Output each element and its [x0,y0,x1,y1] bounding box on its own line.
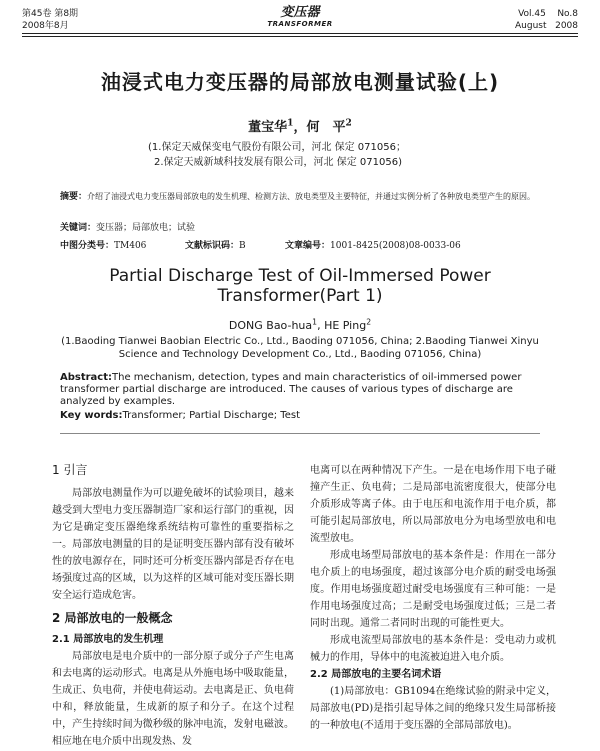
journal-issue-en [515,8,578,32]
classification-row [60,238,560,251]
section-2-heading: 2 局部放电的一般概念 [52,611,173,625]
abstract-label-cn: 摘要： [60,192,88,202]
year-en: 2008 [555,21,578,31]
author-separator-cn: ， [293,120,307,135]
abstract-text-en: The mechanism, detection, types and main characteristics of oil-immersed power transformer partial discharge are introduced. The causes of various types of discharge are analyzed by examples. [60,372,522,407]
header-rule-thick [22,33,578,34]
affiliations-cn [148,140,406,170]
section-2-1-paragraph: 局部放电是电介质中的一部分原子或分子产生电离和去电离的运动形式。电离是从外施电场中吸取能量，生成正、负电荷，并使电荷运动。去电离是正、负电荷中和，释放能量，生成新的原子和分子。在这个过程中，产生持续时间为微秒级的脉冲电流，发射电磁波。相应地在电介质中出现发热、发 [52,651,294,747]
author-separator-en: , [317,319,325,332]
right-paragraph-1: 电离可以在两种情况下产生。一是在电场作用下电子碰撞产生正、负电荷；二是局部电流密度很大，使部分电介质形成等离子体。由于电压和电流作用于电介质，都可能引起局部放电，所以局部放电分为电场型放电和电流型放电。 [310,465,556,544]
journal-date-cn: 2008年8月 [22,21,69,31]
author-2-cn: 何 平 [306,120,346,135]
keywords-text-en: Transformer; Partial Discharge; Test [122,410,301,421]
abstract-en [60,372,550,408]
keywords-label-cn: 关键词： [60,223,97,233]
journal-volume-cn: 第45卷 第8期 [22,9,79,19]
author-1-sup-cn: 1 [287,117,294,129]
affiliation-2-cn: 2.保定天威新域科技发展有限公司，河北 保定 071056) [154,157,402,168]
section-2-2-paragraph: (1)局部放电：GB1094在绝缘试验的附录中定义，局部放电(PD)是指引起导体之间的绝缘只发生局部桥接的一种放电(不适用于变压器的全部局部放电)。 [310,686,556,731]
right-paragraph-2: 形成电场型局部放电的基本条件是：作用在一部分电介质上的电场强度，超过该部分电介质的耐受电场强度。作用电场强度超过耐受电场强度有三种可能：一是作用电场强度过高；二是耐受电场强度过低；三是二者同时出现。通常二者同时出现的可能性更大。 [310,550,556,629]
author-1-cn: 董宝华 [248,120,288,135]
author-1-en: DONG Bao-hua [228,319,313,332]
section-divider [60,433,540,434]
journal-logo [0,6,600,28]
affiliation-1-cn: (1.保定天威保变电气股份有限公司，河北 保定 071056； [148,142,406,153]
keywords-cn [60,220,195,233]
keywords-text-cn: 变压器；局部放电；试验 [96,223,196,233]
paper-title-cn: 油浸式电力变压器的局部放电测量试验(上) [100,70,500,94]
abstract-cn [60,190,550,204]
section-2-1-heading: 2.1 局部放电的发生机理 [52,634,164,645]
number-en: No.8 [557,9,578,19]
authors-en [0,319,600,332]
affiliations-en: (1.Baoding Tianwei Baobian Electric Co., Ltd., Baoding 071056, China; 2.Baoding Tianwei Xinyu Science and Technology Development Co., Ltd., Baoding 071056, China) [61,336,539,360]
article-no-value: 1001-8425(2008)08-0033-06 [330,241,461,251]
clc-label: 中图分类号： [60,241,115,251]
paper-title-en-line1: Partial Discharge Test of Oil-Immersed Power [109,266,491,286]
journal-logo-cn: 变压器 [280,5,320,20]
keywords-label-en: Key words: [60,410,123,421]
author-2-sup-en: 2 [366,317,372,327]
authors-cn [0,116,600,135]
body-column-left [52,462,294,750]
keywords-en [60,410,300,421]
abstract-label-en: Abstract: [60,372,113,383]
doc-code-value: B [239,241,246,251]
author-2-sup-cn: 2 [345,117,352,129]
section-1-heading: 1 引言 [52,463,88,477]
author-2-en: HE Ping [324,319,367,332]
month-en: August [515,21,547,31]
paper-title-en-line2: Transformer(Part 1) [217,286,383,306]
clc-value: TM406 [114,241,147,251]
section-1-paragraph: 局部放电测量作为可以避免破坏的试验项目，越来越受到大型电力变压器制造厂家和运行部门的重视，因为它是确定变压器绝缘系统结构可靠性的重要指标之一。局部放电测量的目的是证明变压器内部有没有破坏性的放电源存在，同时还可分析变压器内部是否存在电场强度过高的区域，以为这样的区域可能对变压器长期安全运行造成危害。 [52,488,294,601]
author-1-sup-en: 1 [312,317,318,327]
paper-title-en [0,266,600,306]
article-no-label: 文章编号： [285,241,331,251]
body-column-right [310,462,556,734]
right-paragraph-3: 形成电流型局部放电的基本条件是：受电动力或机械力的作用，导体中的电流被迫进入电介质。 [310,635,556,663]
journal-logo-en: TRANSFORMER [267,20,333,28]
section-2-2-heading: 2.2 局部放电的主要名词术语 [310,669,442,680]
header-rule-thin [22,36,578,37]
volume-en: Vol.45 [518,9,546,19]
doc-code-label: 文献标识码： [185,241,240,251]
abstract-text-cn: 介绍了油浸式电力变压器局部放电的发生机理、检测方法、放电类型及主要特征，并通过实例分析了各种放电类型产生的原因。 [87,192,536,201]
